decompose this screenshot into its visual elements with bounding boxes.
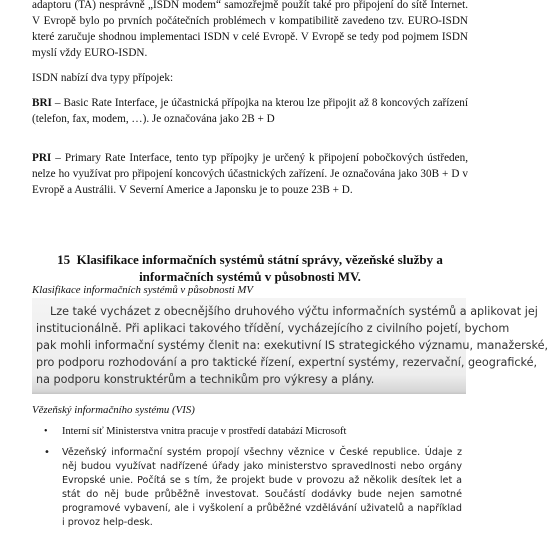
bullet-marker: • <box>44 426 48 437</box>
scan-line: na podporu konstruktérům a technikům pro výkresy a plány. <box>36 373 375 386</box>
list-item-text: Interní síť Ministerstva vnitra pracuje v prostředí databází Microsoft <box>62 426 347 437</box>
subheading-mv-classification: Klasifikace informačních systémů v působnosti MV <box>32 284 254 296</box>
paragraph-isdn-intro: adaptoru (TA) nesprávně „ISDN modem“ samozřejmě použít také pro připojení do sítě Internet. V Evropě bylo po prvních počátečních problémech v kompatibilitě zavedeno tzv. EURO-ISDN které zaručuje shodnou implementaci ISDN v celé Evropě. V Evropě se tedy pod pojmem ISDN myslí vždy EURO-ISDN. <box>32 0 468 59</box>
paragraph-pri <box>32 150 468 198</box>
scan-line: pak mohli informační systémy členit na: exekutivní IS strategického významu, manažerské, <box>36 339 548 352</box>
bri-term: BRI <box>32 97 52 109</box>
pri-term: PRI <box>32 152 52 164</box>
section-number: 15 <box>57 252 71 267</box>
section-title-line2: informačních systémů v působnosti MV. <box>139 269 361 284</box>
section-title-line1: Klasifikace informačních systémů státní správy, vězeňské služby a <box>76 252 443 267</box>
bri-text: – Basic Rate Interface, je účastnická přípojka na kterou lze připojit až 8 koncových zařízení (telefon, fax, modem, …). Je označována jako 2B + D <box>32 97 468 125</box>
subheading-vis: Vězeňský informačního systému (VIS) <box>32 404 195 416</box>
scan-line: institucionálně. Při aplikaci takového třídění, vycházejícího z civilního pojetí, bychom <box>36 322 510 335</box>
scan-line: Lze také vycházet z obecnějšího druhového výčtu informačních systémů a aplikovat jej <box>50 305 538 318</box>
bullet-list <box>44 424 462 530</box>
list-item <box>44 424 462 439</box>
paragraph-bri <box>32 95 468 127</box>
list-item <box>44 446 462 530</box>
paragraph-isdn-types: ISDN nabízí dva typy přípojek: <box>32 72 174 84</box>
bullet-marker: • <box>44 447 50 458</box>
pri-text: – Primary Rate Interface, tento typ přípojky je určený k připojení pobočkových ústředen, nelze ho využívat pro připojení koncových účastnických zařízení. Je označována jako 30B + D v Evropě a Austrálii. V Severní Americe a Japonsku je to pouze 23B + D. <box>32 152 468 196</box>
scan-line: pro podporu rozhodování a pro taktické řízení, expertní systémy, rezervační, geografické, <box>36 356 538 369</box>
scanned-text-excerpt <box>32 298 548 394</box>
list-item-text: Vězeňský informační systém propojí všechny věznice v České republice. Údaje z něj budou využívat nadřízené úřady jako ministerstvo spravedlnosti nebo orgány Evropské unie. Počítá se s tím, že projekt bude v provozu až několik desítek let a stát do něj bude průběžně investovat. Součástí dodávky bude nejen samotné programové vybavení, ale i vyškolení a průběžné vzdělávání uživatelů a například i provoz help-desk. <box>62 447 462 528</box>
section-heading <box>32 251 468 285</box>
